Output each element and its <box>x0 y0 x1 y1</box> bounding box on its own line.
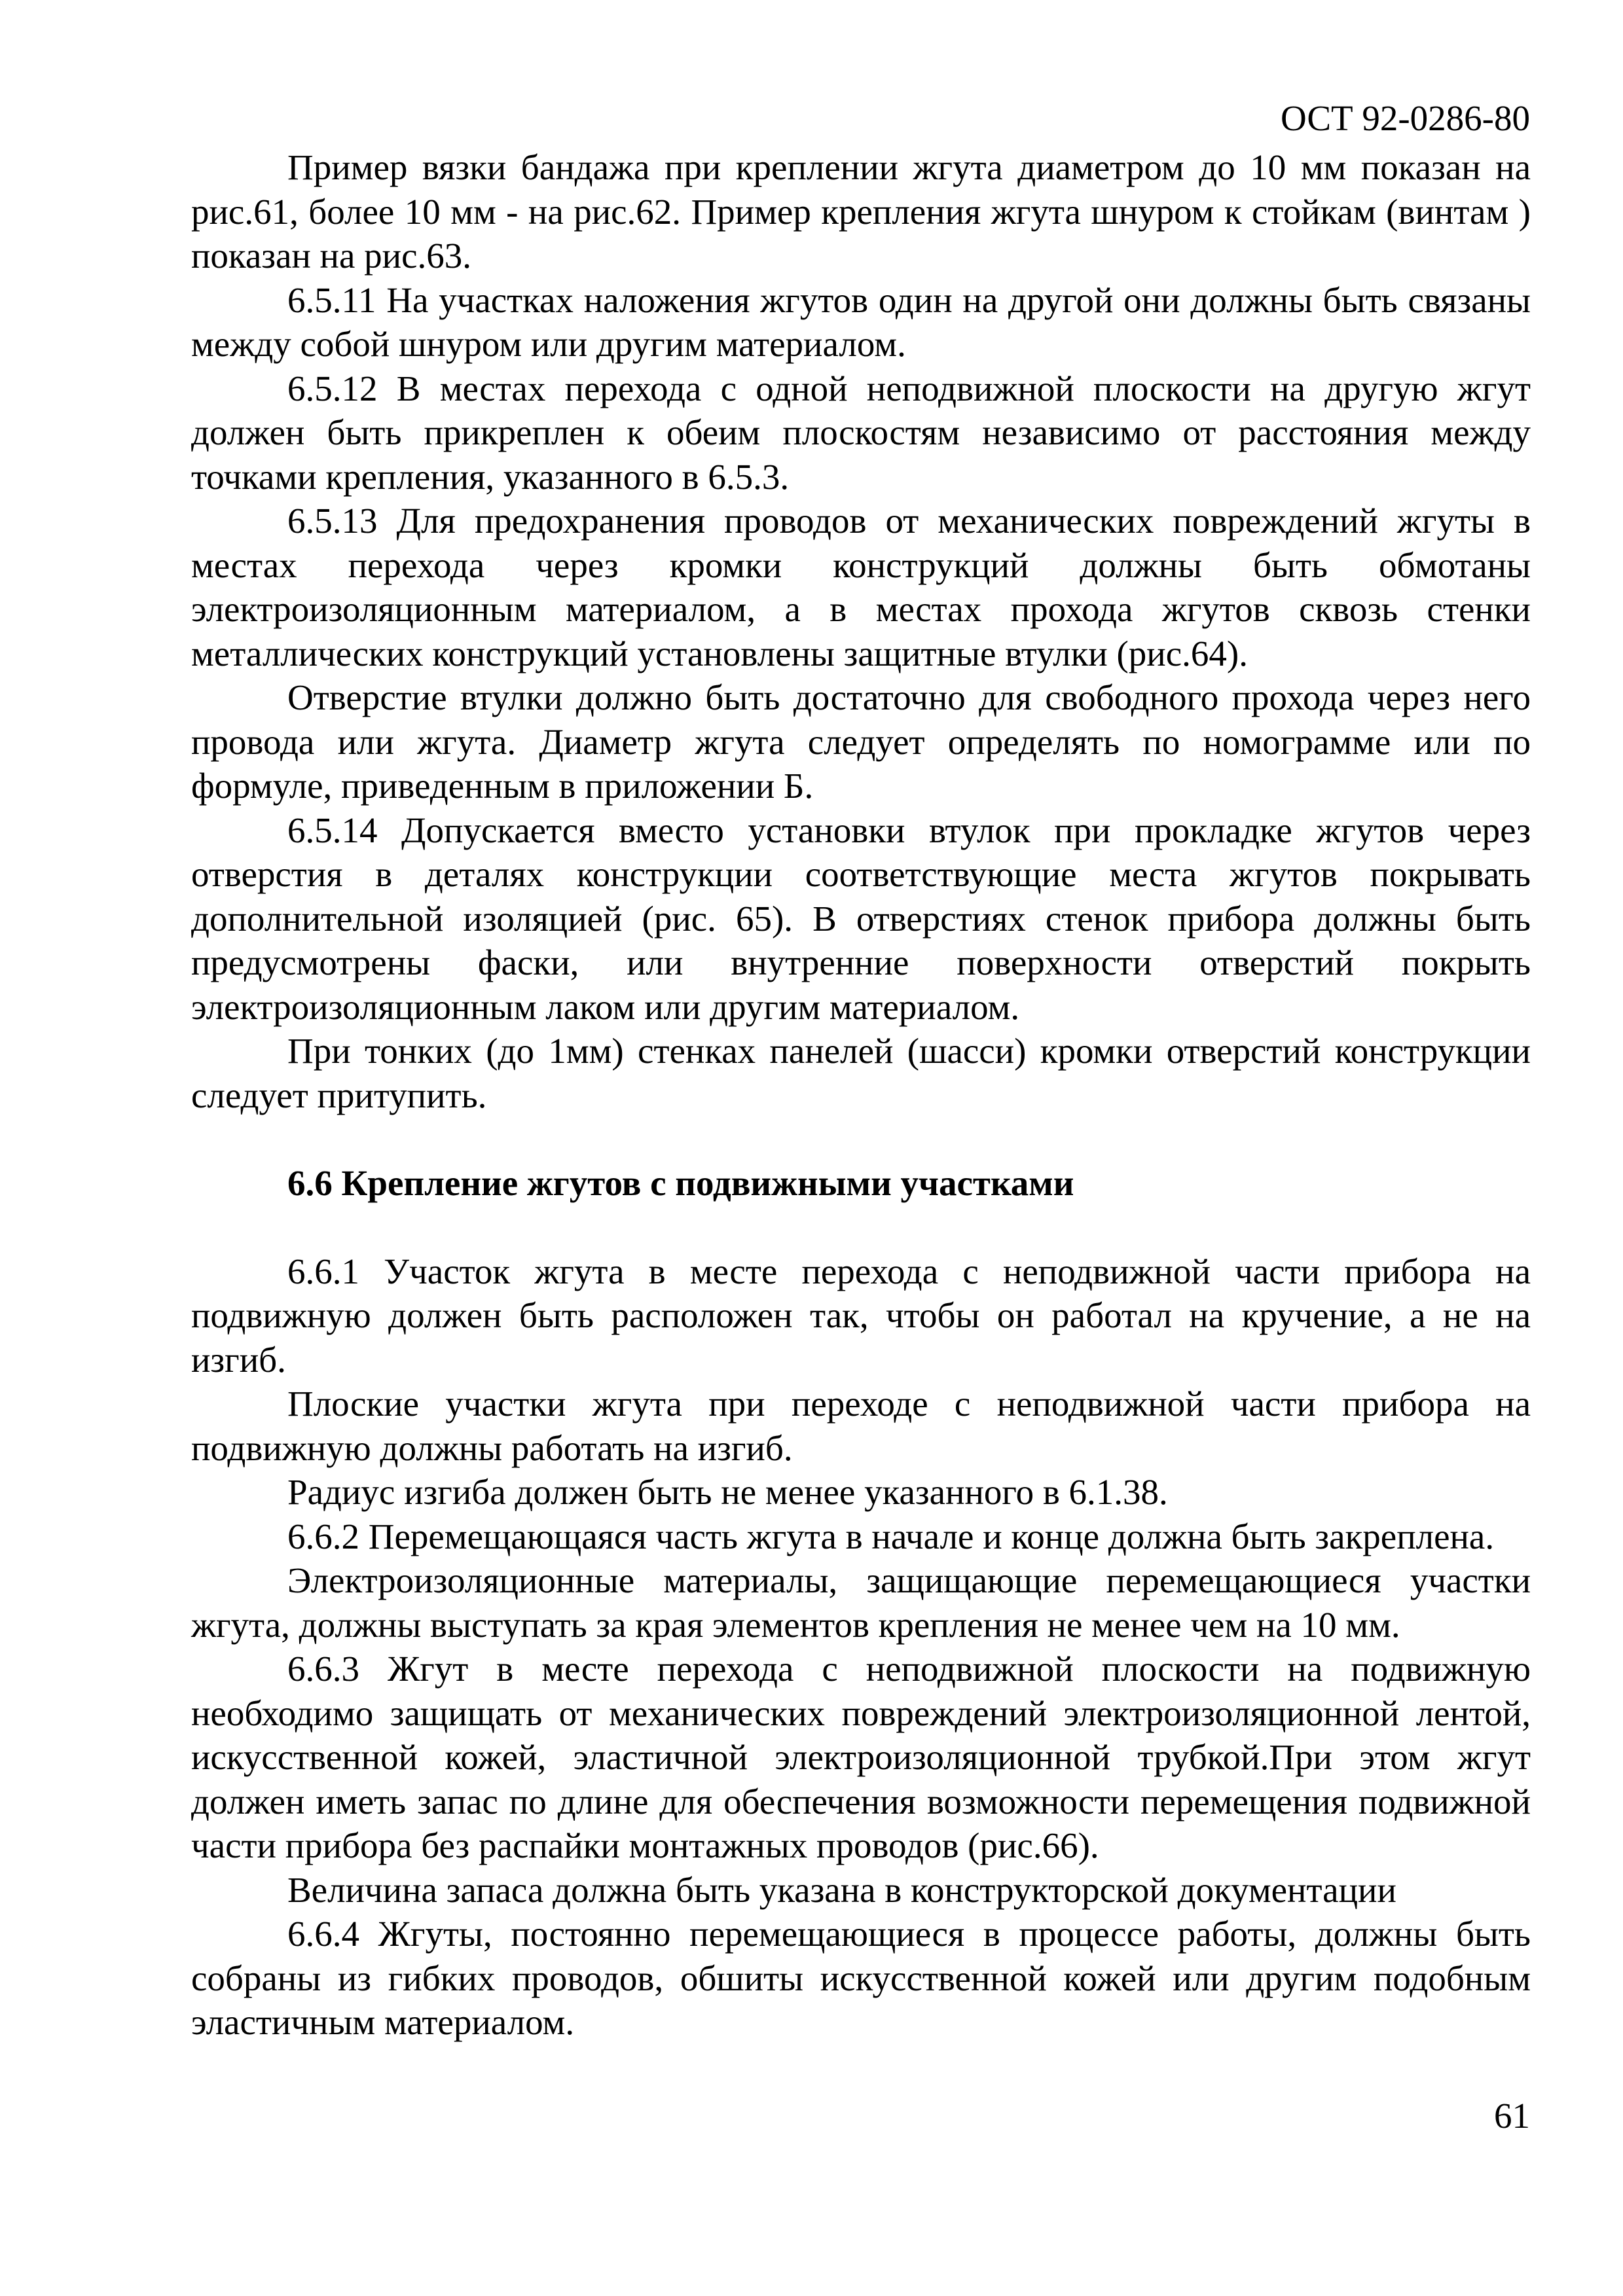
page-body <box>191 145 1531 2045</box>
paragraph: Радиус изгиба должен быть не менее указанного в 6.1.38. <box>287 1472 1168 1512</box>
paragraph: Пример вязки бандажа при креплении жгута диаметром до 10 мм показан на рис.61, более 10 мм - на рис.62. Пример крепления жгута шнуром к стойкам (винтам ) показан на рис.63. <box>191 147 1531 276</box>
page-number: 61 <box>1494 2096 1530 2136</box>
paragraph: Величина запаса должна быть указана в конструкторской документации <box>287 1869 1396 1910</box>
paragraph: 6.6.4 Жгуты, постоянно перемещающиеся в процессе работы, должны быть собраны из гибких проводов, обшиты искусственной кожей или другим подобным эластичным материалом. <box>191 1914 1531 2042</box>
paragraph: 6.5.11 На участках наложения жгутов один на другой они должны быть связаны между собой шнуром или другим материалом. <box>191 279 1531 364</box>
paragraph: 6.5.14 Допускается вместо установки втулок при прокладке жгутов через отверстия в деталях конструкции соответствующие места жгутов покрывать дополнительной изоляцией (рис. 65). В отверстиях стенок прибора должны быть предусмотрены фаски, или внутренние поверхности отверстий покрыть электроизоляционным лаком или другим материалом. <box>191 810 1531 1027</box>
paragraph: 6.6.2 Перемещающаяся часть жгута в начале и конце должна быть закреплена. <box>287 1516 1495 1556</box>
paragraph: Отверстие втулки должно быть достаточно для свободного прохода через него провода или жгута. Диаметр жгута следует определять по номограмме или по формуле, приведенным в приложении Б. <box>191 677 1531 806</box>
paragraph: Плоские участки жгута при переходе с неподвижной части прибора на подвижную должны работать на изгиб. <box>191 1384 1531 1468</box>
paragraph: 6.5.12 В местах перехода с одной неподвижной плоскости на другую жгут должен быть прикреплен к обеим плоскостям независимо от расстояния между точками крепления, указанного в 6.5.3. <box>191 368 1531 497</box>
paragraph: 6.6.1 Участок жгута в месте перехода с неподвижной части прибора на подвижную должен быть расположен так, чтобы он работал на кручение, а не на изгиб. <box>191 1251 1531 1380</box>
paragraph: 6.6.3 Жгут в месте перехода с неподвижной плоскости на подвижную необходимо защищать от механических повреждений электроизоляционной лентой, искусственной кожей, эластичной электроизоляционной трубкой.При этом жгут должен иметь запас по длине для обеспечения возможности перемещения подвижной части прибора без распайки монтажных проводов (рис.66). <box>191 1649 1531 1865</box>
paragraph: 6.5.13 Для предохранения проводов от механических повреждений жгуты в местах перехода через кромки конструкций должны быть обмотаны электроизоляционным материалом, а в местах прохода жгутов сквозь стенки металлических конструкций установлены защитные втулки (рис.64). <box>191 501 1531 673</box>
section-heading: 6.6 Крепление жгутов с подвижными участками <box>287 1163 1074 1203</box>
paragraph: Электроизоляционные материалы, защищающие перемещающиеся участки жгута, должны выступать за края элементов крепления не менее чем на 10 мм. <box>191 1560 1531 1645</box>
document-code: ОСТ 92-0286-80 <box>1280 98 1530 138</box>
paragraph: При тонких (до 1мм) стенках панелей (шасси) кромки отверстий конструкции следует притупить. <box>191 1031 1531 1115</box>
